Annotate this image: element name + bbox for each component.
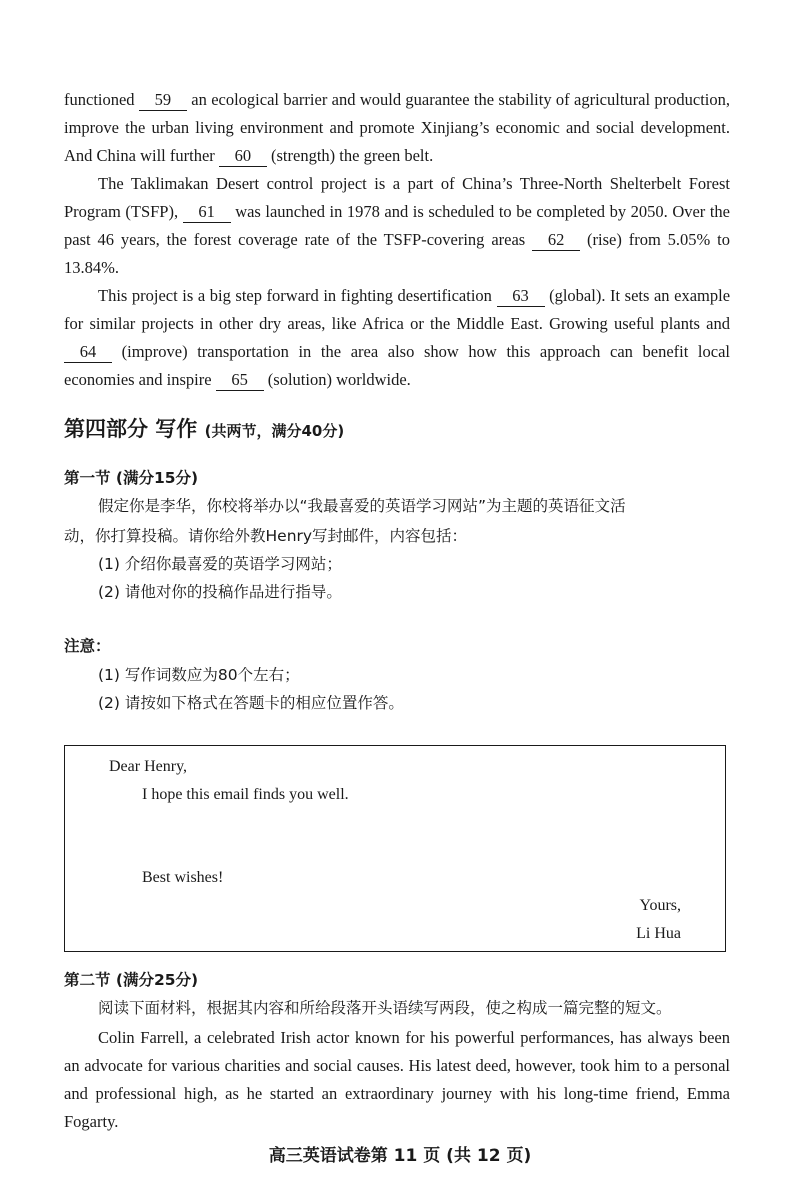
letter-greeting: Dear Henry, <box>109 758 188 775</box>
blank-60[interactable]: 60 <box>219 146 267 167</box>
section1-item-1: (1) 介绍你最喜爱的英语学习网站； <box>98 555 342 573</box>
blank-63[interactable]: 63 <box>497 286 545 307</box>
section2-instruction: 阅读下面材料，根据其内容和所给段落开头语续写两段，使之构成一篇完整的短文。 <box>98 999 672 1017</box>
notice-label: 注意： <box>64 637 111 655</box>
section1-prompt-line1: 假定你是李华，你校将举办以“我最喜爱的英语学习网站”为主题的英语征文活 <box>98 497 626 515</box>
section2-story: Colin Farrell, a celebrated Irish actor known for his powerful performances, has always been an advocate for various charities and social causes. His latest deed, however, took him to a personal and professional high, as he started an extraordinary journey with his long-time friend, Emma Fogarty. <box>64 1028 730 1131</box>
section1-item-2: (2) 请他对你的投稿作品进行指导。 <box>98 583 342 601</box>
section1-prompt-line2: 动，你打算投稿。请你给外教Henry写封邮件，内容包括： <box>64 527 468 545</box>
passage-paragraph-3: This project is a big step forward in fighting desertification 63 (global). It sets an example for similar projects in other dry areas, like Africa or the Middle East. Growing useful plants and 64 (improve) transportation in the area also show how this approach can benefit local economies and inspire 65 (solution) worldwide. <box>64 286 731 389</box>
letter-closing: Best wishes! <box>142 869 224 886</box>
letter-opening: I hope this email finds you well. <box>142 786 349 803</box>
letter-name: Li Hua <box>636 925 681 942</box>
section2-heading: 第二节 (满分25分) <box>64 971 199 989</box>
part4-title: 第四部分 写作 <box>64 417 198 441</box>
notice-item-2: (2) 请按如下格式在答题卡的相应位置作答。 <box>98 694 404 712</box>
passage-paragraph-2: The Taklimakan Desert control project is a part of China’s Three-North Shelterbelt Forest Program (TSFP), 61 was launched in 1978 and is scheduled to be completed by 2050. Over the past 46 years, the forest coverage rate of the TSFP-covering areas 62 (rise) from 5.05% to 13.84%. <box>64 174 731 277</box>
part4-heading <box>64 413 344 443</box>
letter-signoff: Yours, <box>639 897 681 914</box>
blank-61[interactable]: 61 <box>183 202 231 223</box>
passage-paragraph-1: functioned 59 an ecological barrier and would guarantee the stability of agricultural production, improve the urban living environment and promote Xinjiang’s economic and social development. And China will further 60 (strength) the green belt. <box>64 90 731 165</box>
blank-59[interactable]: 59 <box>139 90 187 111</box>
blank-62[interactable]: 62 <box>532 230 580 251</box>
letter-format-box <box>64 745 726 952</box>
page-footer: 高三英语试卷第 11 页 (共 12 页) <box>268 1146 532 1166</box>
section1-heading: 第一节 (满分15分) <box>64 469 199 487</box>
part4-note: (共两节，满分40分) <box>204 422 345 440</box>
blank-64[interactable]: 64 <box>64 342 112 363</box>
notice-item-1: (1) 写作词数应为80个左右； <box>98 666 300 684</box>
blank-65[interactable]: 65 <box>216 370 264 391</box>
